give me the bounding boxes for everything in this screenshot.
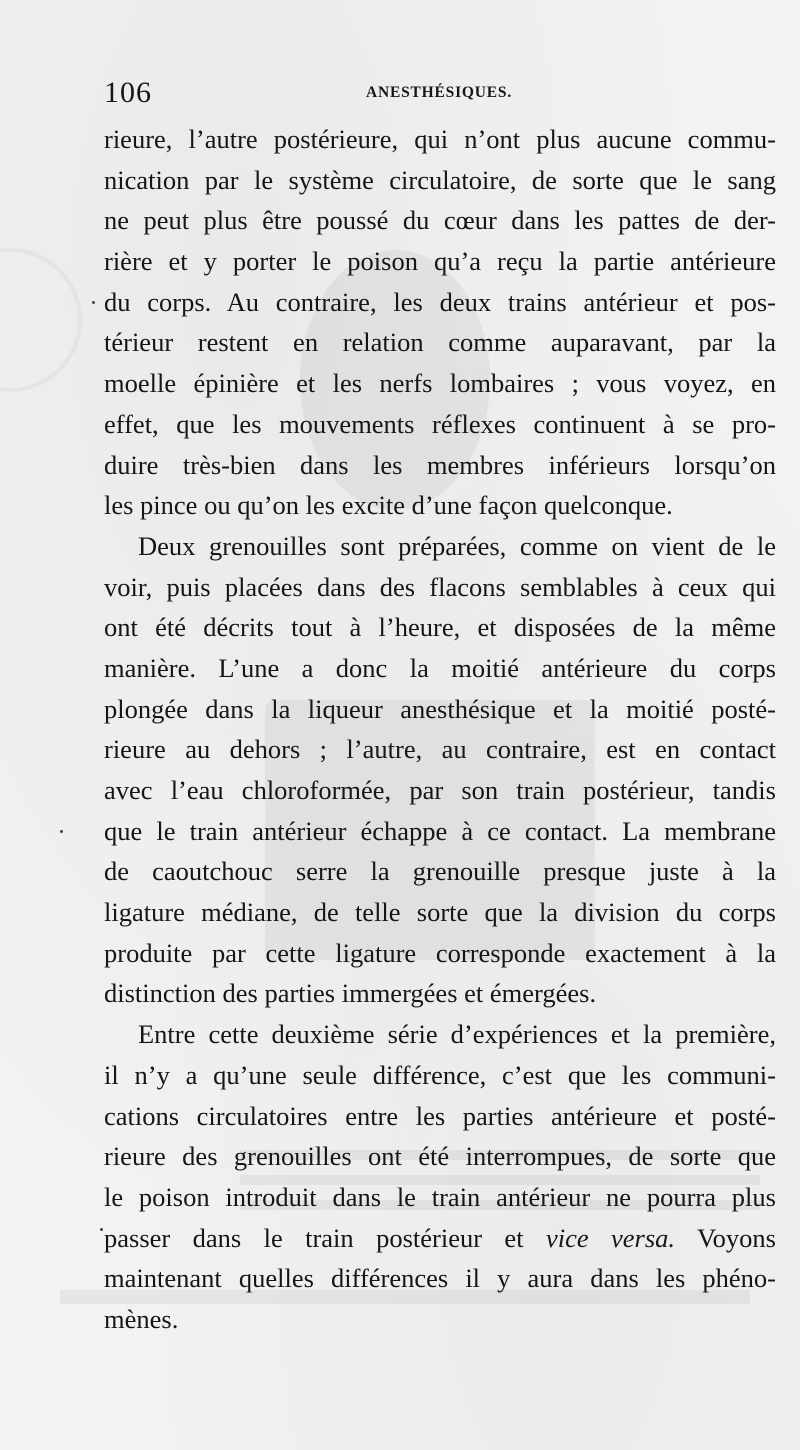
text-line: plongée dans la liqueur anesthésique et la moitié posté- [104,693,776,724]
margin-speck [92,301,95,304]
text-line: rieure, l’autre postérieure, qui n’ont plus aucune commu- [104,124,776,154]
italic-phrase: vice versa. [545,1222,676,1253]
text-line: effet, que les mouvements réflexes continuent à se pro- [104,408,776,439]
running-title: ANESTHÉSIQUES. [366,84,513,101]
body-text [104,119,776,1340]
text-line: rieure des grenouilles ont été interrompues, de sorte que [104,1141,776,1172]
text-line: les pince ou qu’on les excite d’une façon quelconque. [104,490,673,521]
text-line: de caoutchouc serre la grenouille presque juste à la [104,856,776,887]
text-line: mènes. [104,1303,179,1334]
text-line: duire très-bien dans les membres inférieurs lorsqu’on [104,449,776,480]
text-line: ont été décrits tout à l’heure, et disposées de la même [104,612,776,643]
page-header [104,76,534,110]
text-segment: Voyons [675,1222,776,1253]
text-line: distinction des parties immergées et émergées. [104,978,597,1009]
text-line-mixed [104,1218,776,1259]
text-line: ligature médiane, de telle sorte que la division du corps [104,897,776,928]
paragraph-start-line: Deux grenouilles sont préparées, comme on vient de le [138,530,776,561]
text-line: moelle épinière et les nerfs lombaires ; vous voyez, en [104,368,776,399]
text-line: avec l’eau chloroformée, par son train postérieur, tandis [104,775,776,805]
text-line: il n’y a qu’une seule différence, c’est que les communi- [104,1059,776,1090]
text-line: maintenant quelles différences il y aura dans les phéno- [104,1263,776,1294]
text-line: produite par cette ligature corresponde exactement à la [104,937,776,968]
margin-speck [100,1228,103,1231]
margin-speck [60,830,63,833]
text-line: que le train antérieur échappe à ce contact. La membrane [104,815,776,846]
text-line: cations circulatoires entre les parties antérieure et posté- [104,1100,776,1131]
text-line: voir, puis placées dans des flacons semblables à ceux qui [104,571,776,602]
text-line: rière et y porter le poison qu’a reçu la partie antérieure [104,246,776,277]
text-line: le poison introduit dans le train antérieur ne pourra plus [104,1181,776,1212]
text-line: rieure au dehors ; l’autre, au contraire, est en contact [104,734,776,765]
text-segment: passer dans le train postérieur et [104,1222,546,1253]
paragraph-start-line: Entre cette deuxième série d’expériences et la première, [138,1019,776,1050]
text-line: du corps. Au contraire, les deux trains antérieur et pos- [104,286,776,317]
text-line: nication par le système circulatoire, de sorte que le sang [104,164,776,195]
text-line: ne peut plus être poussé du cœur dans les pattes de der- [104,205,776,236]
page-number: 106 [104,76,152,109]
text-line: térieur restent en relation comme auparavant, par la [104,327,776,358]
text-line: manière. L’une a donc la moitié antérieure du corps [104,652,776,683]
